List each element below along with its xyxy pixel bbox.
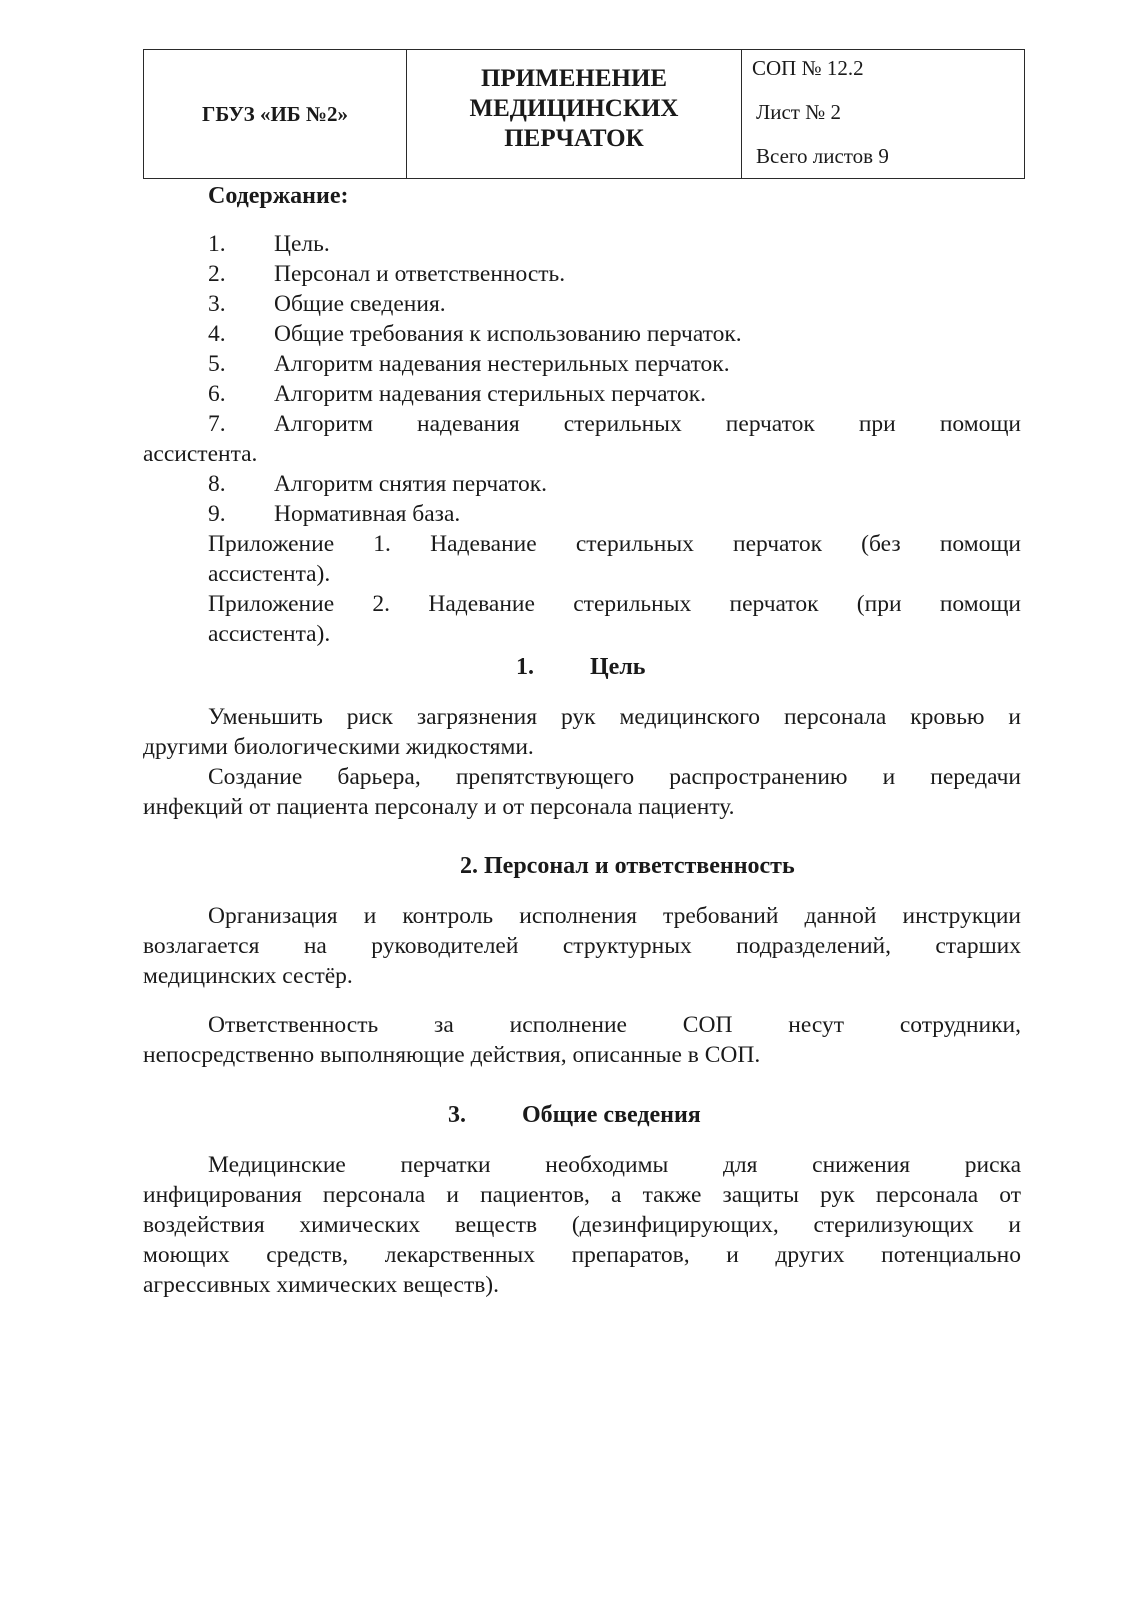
meta-cell [742, 50, 1024, 178]
toc-item-text: Общие требования к использованию перчаток. [274, 321, 742, 347]
sop-number: СОП № 12.2 [752, 56, 864, 80]
section-1-paragraph-1 [143, 702, 1021, 762]
toc-item [143, 469, 1021, 499]
text-line: Организация и контроль исполнения требований данной инструкции [208, 903, 1021, 929]
title-cell [407, 50, 742, 178]
appendix-item [208, 589, 1021, 649]
organization-name: ГБУЗ «ИБ №2» [201, 101, 349, 126]
toc-item [143, 259, 1021, 289]
toc-item [143, 289, 1021, 319]
toc-item [143, 499, 1021, 529]
sheet-number: Лист № 2 [756, 100, 842, 124]
toc-item-number: 2. [208, 261, 226, 287]
document-title [470, 64, 679, 154]
toc-item-number: 5. [208, 351, 226, 377]
toc-item-number: 8. [208, 471, 226, 497]
section-3-paragraph-1 [143, 1150, 1021, 1300]
toc-item [143, 379, 1021, 409]
text-line: возлагается на руководителей структурных подразделений, старших [143, 933, 1021, 959]
section-2-paragraph-1 [143, 901, 1021, 991]
toc-item-continuation: ассистента. [143, 441, 258, 467]
appendix-line-2: ассистента). [208, 561, 331, 587]
text-line: агрессивных химических веществ). [143, 1272, 500, 1298]
appendix-line-2: ассистента). [208, 621, 331, 647]
total-sheets: Всего листов 9 [756, 144, 889, 168]
section-3-title: Общие сведения [522, 1102, 701, 1128]
toc-item-text: Алгоритм надевания стерильных перчаток. [274, 381, 706, 407]
text-line: инфекций от пациента персоналу и от персонала пациенту. [143, 794, 735, 820]
section-1-paragraph-2 [143, 762, 1021, 822]
toc-item-text: Алгоритм надевания стерильных перчаток при помощи [274, 411, 1021, 437]
toc-item [143, 319, 1021, 349]
header-table [143, 49, 1025, 179]
appendix-item [208, 529, 1021, 589]
text-line: Медицинские перчатки необходимы для снижения риска [208, 1152, 1021, 1178]
section-1-heading [516, 652, 645, 682]
text-line: Создание барьера, препятствующего распространению и передачи [208, 764, 1021, 790]
title-line-1: ПРИМЕНЕНИЕ [480, 65, 668, 92]
toc-item [143, 409, 1021, 469]
section-2-heading: 2. Персонал и ответственность [460, 853, 795, 879]
toc-item-text: Цель. [274, 231, 330, 257]
toc-item-text: Алгоритм надевания нестерильных перчаток. [274, 351, 730, 377]
text-line: непосредственно выполняющие действия, описанные в СОП. [143, 1042, 761, 1068]
section-1-title: Цель [590, 654, 646, 680]
title-line-2: МЕДИЦИНСКИХ [469, 95, 679, 122]
section-3-heading [448, 1100, 701, 1130]
text-line: медицинских сестёр. [143, 963, 353, 989]
appendix-line-1: Приложение 2. Надевание стерильных перчаток (при помощи [208, 591, 1021, 617]
title-line-3: ПЕРЧАТОК [504, 125, 644, 152]
toc-item-text: Персонал и ответственность. [274, 261, 566, 287]
toc-item-number: 1. [208, 231, 226, 257]
appendix-line-1: Приложение 1. Надевание стерильных перчаток (без помощи [208, 531, 1021, 557]
toc-item-number: 9. [208, 501, 226, 527]
organization-cell [144, 50, 407, 178]
toc-item-number: 3. [208, 291, 226, 317]
toc-item-text: Нормативная база. [274, 501, 461, 527]
table-of-contents [143, 229, 1021, 649]
toc-item-number: 6. [208, 381, 226, 407]
toc-item-number: 7. [208, 411, 226, 437]
text-line: Ответственность за исполнение СОП несут сотрудники, [208, 1012, 1021, 1038]
toc-item-text: Алгоритм снятия перчаток. [274, 471, 548, 497]
text-line: Уменьшить риск загрязнения рук медицинского персонала кровью и [208, 704, 1021, 730]
toc-item-text: Общие сведения. [274, 291, 446, 317]
text-line: воздействия химических веществ (дезинфицирующих, стерилизующих и [143, 1212, 1021, 1238]
text-line: моющих средств, лекарственных препаратов, и других потенциально [143, 1242, 1021, 1268]
section-2-paragraph-2 [143, 1010, 1021, 1070]
contents-heading: Содержание: [208, 183, 349, 209]
section-1-number: 1. [516, 654, 534, 680]
toc-item [143, 229, 1021, 259]
toc-item-number: 4. [208, 321, 226, 347]
toc-item [143, 349, 1021, 379]
section-3-number: 3. [448, 1102, 466, 1128]
text-line: другими биологическими жидкостями. [143, 734, 534, 760]
text-line: инфицирования персонала и пациентов, а также защиты рук персонала от [143, 1182, 1021, 1208]
